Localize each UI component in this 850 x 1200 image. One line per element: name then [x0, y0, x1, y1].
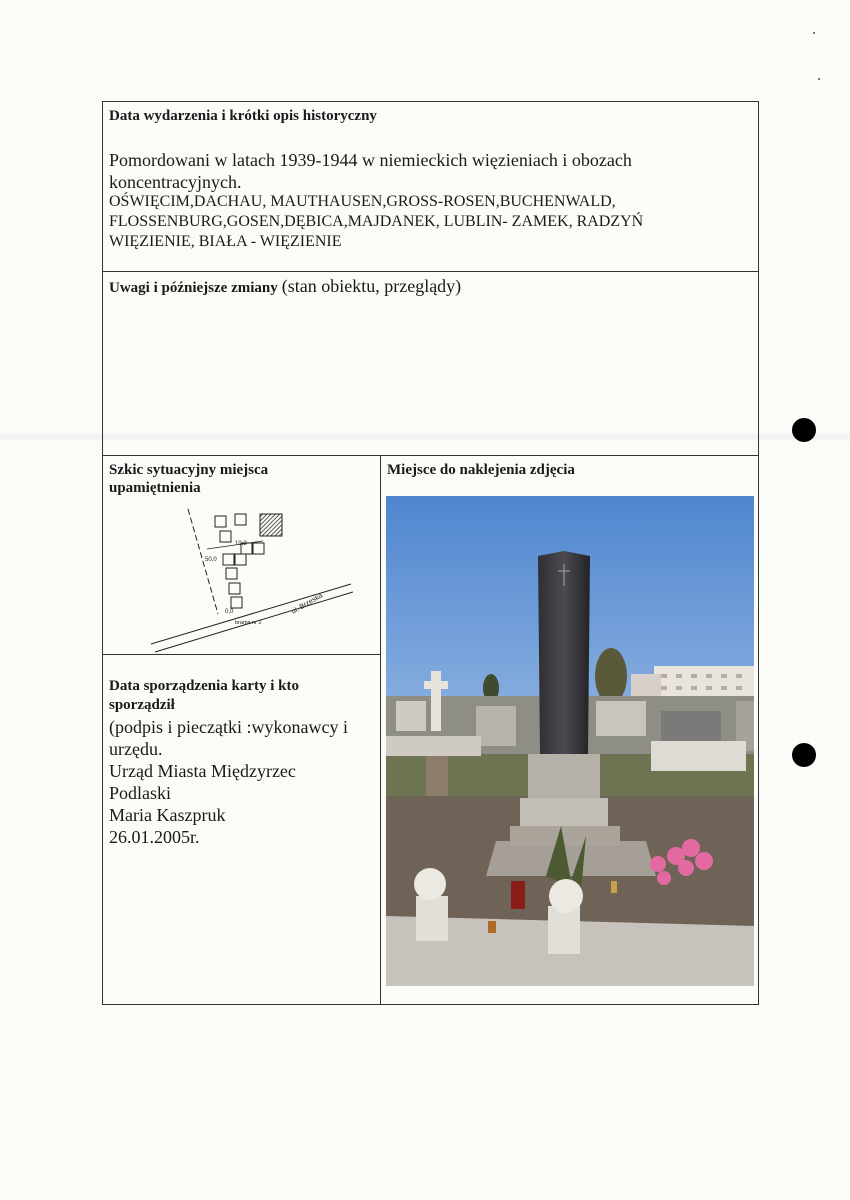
- dimension-label-0: 0,0: [225, 609, 234, 615]
- photo-section: [380, 455, 759, 1005]
- author-section: [102, 654, 381, 1005]
- author-text-line2: urzędu.: [109, 739, 163, 759]
- author-office-line2: Podlaski: [109, 783, 172, 803]
- remarks-label: Uwagi i późniejsze zmiany: [109, 280, 278, 296]
- remarks-section: [102, 271, 759, 456]
- sketch-label-line1: Szkic sytuacyjny miejsca: [109, 462, 269, 478]
- author-label-line1: Data sporządzenia karty i kto: [109, 678, 299, 694]
- camp-list-line1: OŚWIĘCIM,DACHAU, MAUTHAUSEN,GROSS-ROSEN,BUCHENWALD,: [109, 193, 616, 210]
- street-label: ul. Brzeska: [290, 592, 324, 616]
- photo-label: Miejsce do naklejenia zdjęcia: [387, 462, 575, 478]
- author-text-line1: (podpis i pieczątki :wykonawcy i: [109, 717, 348, 737]
- dimension-label-50: 50,0: [205, 557, 217, 563]
- author-label-line2: sporządził: [109, 697, 175, 713]
- history-text-line2: koncentracyjnych.: [109, 172, 242, 192]
- camp-list-line2: FLOSSENBURG,GOSEN,DĘBICA,MAJDANEK, LUBLIN- ZAMEK, RADZYŃ: [109, 213, 644, 230]
- scan-speck: [818, 78, 820, 80]
- memorial-photo: [386, 496, 754, 986]
- sketch-section: [102, 455, 381, 655]
- gate-label: brama nr 2: [235, 620, 262, 626]
- dimension-label-10: 10,3: [235, 541, 247, 547]
- author-office-line1: Urząd Miasta Międzyrzec: [109, 761, 296, 781]
- situation-sketch-map: [143, 506, 353, 654]
- author-date: 26.01.2005r.: [109, 827, 200, 847]
- history-section: [102, 101, 759, 272]
- author-name: Maria Kaszpruk: [109, 805, 226, 825]
- punch-hole-bottom: [792, 743, 816, 767]
- history-label: Data wydarzenia i krótki opis historyczny: [109, 108, 377, 124]
- camp-list-line3: WIĘZIENIE, BIAŁA - WIĘZIENIE: [109, 233, 342, 250]
- remarks-label-suffix: (stan obiektu, przeglądy): [281, 276, 462, 296]
- punch-hole-top: [792, 418, 816, 442]
- scan-speck: [813, 32, 815, 34]
- sketch-label-line2: upamiętnienia: [109, 480, 201, 496]
- history-text-line1: Pomordowani w latach 1939-1944 w niemieckich więzieniach i obozach: [109, 150, 632, 170]
